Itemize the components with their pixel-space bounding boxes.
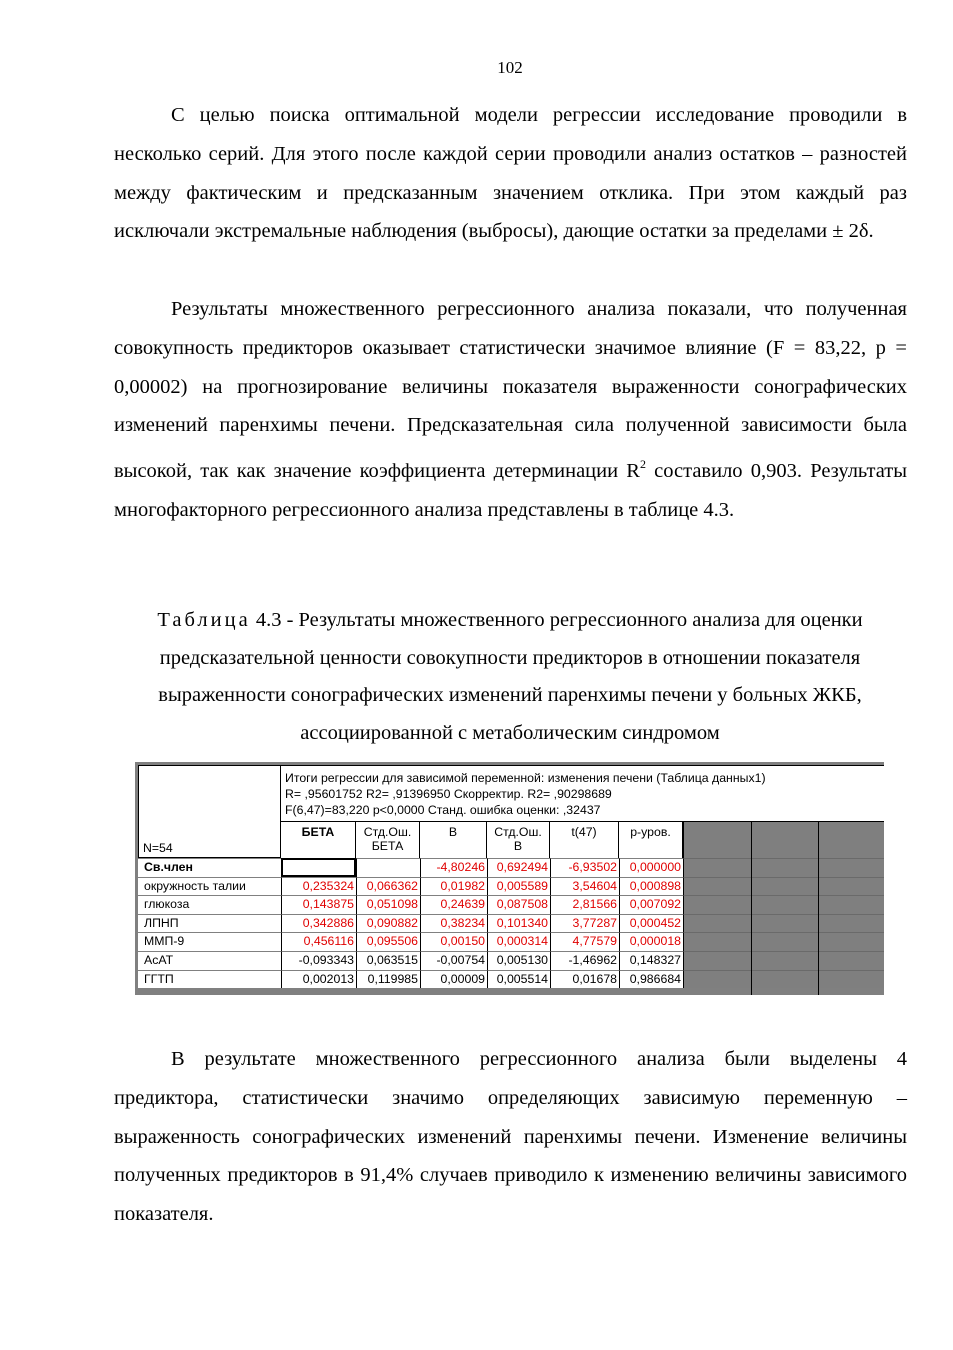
col-header-line: БЕТА <box>301 825 335 839</box>
t-cell: -1,46962 <box>550 951 619 970</box>
paragraph-text: Результаты множественного регрессионного анализа показали, что полученная совокупность предикторов оказывает статистически значимое влияние (F = 83,22, р = 0,00002) на прогнозирование величины показателя выраженности сонографических изменений паренхимы печени. Предсказательная сила полученной зависимости была высокой, так как значение коэффициента детерминации R <box>114 298 907 483</box>
row-label: Св.член <box>138 858 281 877</box>
paragraph-text-continued: составило 0,903. Результаты многофакторного регрессионного анализа представлены в таблице 4.3. <box>114 460 908 521</box>
col-header-line: Стд.Ош. <box>363 825 412 839</box>
beta-cell <box>281 858 356 877</box>
b-cell: 0,01982 <box>420 877 487 896</box>
col-header-p <box>619 822 683 858</box>
t-cell: 2,81566 <box>550 895 619 914</box>
p-cell: 0,000898 <box>619 877 683 896</box>
col-header-line: t(47) <box>571 825 597 839</box>
b-cell: -0,00754 <box>420 951 487 970</box>
beta-cell: 0,456116 <box>281 932 356 951</box>
col-header-line: B <box>448 825 458 839</box>
grid-divider <box>751 822 752 995</box>
row-label: окружность талии <box>138 877 281 896</box>
empty-grey-cell <box>683 877 884 896</box>
row-label: ЛПНП <box>138 914 281 933</box>
t-cell: 0,01678 <box>550 970 619 989</box>
caption-label: Таблица <box>157 609 251 631</box>
caption-text: 4.3 - Результаты множественного регрессионного анализа для оценки предсказательной ценности совокупности предикторов в отношении показателя выраженности сонографических изменений паренхимы печени у больных ЖКБ, ассоциированной с метаболическим синдромом <box>158 609 863 744</box>
p-cell: 0,000452 <box>619 914 683 933</box>
se-beta-cell: 0,095506 <box>356 932 420 951</box>
superscript: 2 <box>639 457 646 472</box>
n-label: N=54 <box>143 841 173 855</box>
col-header-b <box>420 822 487 858</box>
col-header-line: Стд.Ош. <box>494 825 542 839</box>
beta-cell: -0,093343 <box>281 951 356 970</box>
paragraph-regression-results <box>114 290 907 530</box>
row-label: ММП-9 <box>138 932 281 951</box>
regression-table <box>135 762 884 995</box>
grid-divider <box>818 822 819 995</box>
t-cell: -6,93502 <box>550 858 619 877</box>
page-number: 102 <box>497 58 523 77</box>
col-header-line: БЕТА <box>371 839 404 853</box>
se-beta-cell <box>356 858 420 877</box>
col-header-se-beta <box>356 822 420 858</box>
regression-summary <box>281 765 884 822</box>
p-cell: 0,007092 <box>619 895 683 914</box>
paragraph-conclusion: В результате множественного регрессионного анализа были выделены 4 предиктора, статистически значимо определяющих зависимую переменную – выраженность сонографических изменений паренхимы печени. Изменение величины полученных предикторов в 91,4% случаев приводило к изменению величины зависимого показателя. <box>114 1048 907 1226</box>
beta-cell: 0,143875 <box>281 895 356 914</box>
t-cell: 3,77287 <box>550 914 619 933</box>
se-b-cell: 0,005130 <box>487 951 550 970</box>
col-header-line: B <box>513 839 523 853</box>
b-cell: 0,00150 <box>420 932 487 951</box>
se-b-cell: 0,692494 <box>487 858 550 877</box>
col-header-t <box>550 822 619 858</box>
b-cell: -4,80246 <box>420 858 487 877</box>
empty-grey-cell <box>683 932 884 951</box>
paragraph-regression-series: С целью поиска оптимальной модели регрессии исследование проводили в несколько серий. Для этого после каждой серии проводили анализ остатков – разностей между фактическим и предсказанным значением отклика. При этом каждый раз исключали экстремальные наблюдения (выбросы), дающие остатки за пределами ± 2δ. <box>114 104 907 243</box>
b-cell: 0,38234 <box>420 914 487 933</box>
se-b-cell: 0,005589 <box>487 877 550 896</box>
se-b-cell: 0,005514 <box>487 970 550 989</box>
empty-grey-area <box>683 822 884 858</box>
b-cell: 0,00009 <box>420 970 487 989</box>
empty-grey-cell <box>683 914 884 933</box>
t-cell: 3,54604 <box>550 877 619 896</box>
row-label: глюкоза <box>138 895 281 914</box>
summary-line-2: R= ,95601752 R2= ,91396950 Скорректир. R2= ,90298689 <box>285 787 612 801</box>
se-beta-cell: 0,063515 <box>356 951 420 970</box>
p-cell: 0,000018 <box>619 932 683 951</box>
row-label: АсАТ <box>138 951 281 970</box>
p-cell: 0,986684 <box>619 970 683 989</box>
row-label: ГГТП <box>138 970 281 989</box>
beta-cell: 0,002013 <box>281 970 356 989</box>
col-header-beta <box>281 822 356 858</box>
empty-grey-cell <box>683 858 884 877</box>
b-cell: 0,24639 <box>420 895 487 914</box>
summary-line-1: Итоги регрессии для зависимой переменной: изменения печени (Таблица данных1) <box>285 771 766 785</box>
beta-cell: 0,235324 <box>281 877 356 896</box>
se-beta-cell: 0,066362 <box>356 877 420 896</box>
se-b-cell: 0,000314 <box>487 932 550 951</box>
p-cell: 0,148327 <box>619 951 683 970</box>
se-b-cell: 0,087508 <box>487 895 550 914</box>
se-b-cell: 0,101340 <box>487 914 550 933</box>
empty-grey-cell <box>683 970 884 989</box>
t-cell: 4,77579 <box>550 932 619 951</box>
beta-cell: 0,342886 <box>281 914 356 933</box>
col-header-se-b <box>487 822 550 858</box>
p-cell: 0,000000 <box>619 858 683 877</box>
se-beta-cell: 0,090882 <box>356 914 420 933</box>
table-caption <box>110 602 910 752</box>
se-beta-cell: 0,051098 <box>356 895 420 914</box>
summary-line-3: F(6,47)=83,220 p<0,0000 Станд. ошибка оценки: ,32437 <box>285 803 601 817</box>
col-header-line: p-уров. <box>630 825 671 839</box>
n-header-cell <box>138 765 281 858</box>
empty-grey-cell <box>683 895 884 914</box>
empty-grey-cell <box>683 951 884 970</box>
se-beta-cell: 0,119985 <box>356 970 420 989</box>
